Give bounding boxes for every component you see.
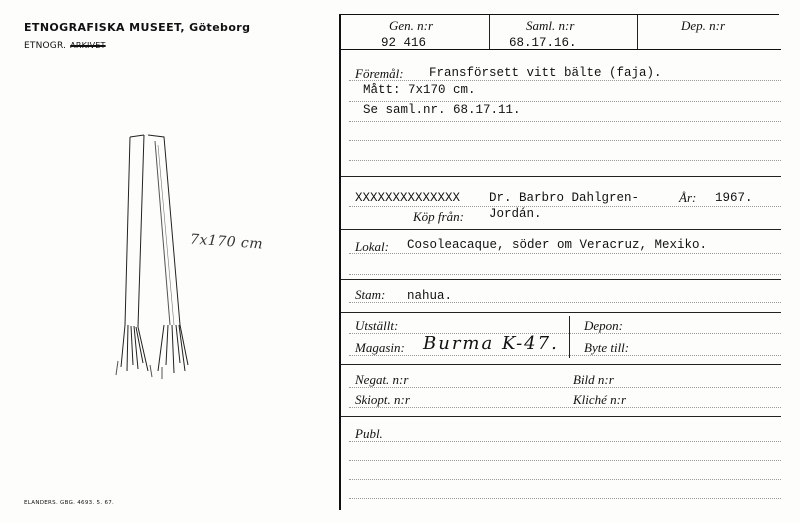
dotted-line (349, 121, 781, 122)
object-label: Föremål: (355, 66, 404, 81)
purchased-from-label: Köp från: (413, 209, 464, 224)
museum-title: ETNOGRAFISKA MUSEET, Göteborg (24, 21, 251, 34)
row-divider (341, 364, 781, 365)
printer-imprint: ELANDERS. GBG. 4693. 5. 67. (24, 500, 115, 506)
dep-number-label: Dep. n:r (681, 18, 726, 33)
dotted-line (349, 441, 781, 442)
row-divider (341, 279, 781, 280)
dotted-line (349, 140, 781, 141)
dotted-line (349, 479, 781, 480)
tribe-value: nahua. (407, 289, 453, 303)
divider (489, 15, 490, 49)
negative-number-label: Negat. n:r (355, 372, 409, 387)
department-label (24, 41, 106, 51)
storage-label: Magasin: (355, 340, 405, 355)
deposit-label: Depon: (584, 318, 623, 333)
row-divider (341, 176, 781, 177)
department-struck: ARKIVET (70, 41, 106, 50)
dotted-line (349, 253, 781, 254)
donor-line-1: Dr. Barbro Dahlgren- (489, 191, 640, 205)
row-divider (341, 312, 781, 313)
object-line-2: Mått: 7x170 cm. (363, 83, 476, 97)
image-number-label: Bild n:r (573, 372, 614, 387)
publication-label: Publ. (355, 426, 383, 441)
dotted-line (349, 333, 781, 334)
donor-line-2: Jordán. (489, 207, 542, 221)
year-label: År: (679, 190, 697, 205)
locale-value: Cosoleacaque, söder om Veracruz, Mexiko. (407, 238, 708, 252)
dotted-line (349, 101, 781, 102)
row-divider (341, 416, 781, 417)
dotted-line (349, 407, 781, 408)
dotted-line (349, 387, 781, 388)
department-name: ETNOGR. (24, 41, 67, 51)
dotted-line (349, 274, 781, 275)
cliche-number-label: Kliché n:r (573, 392, 627, 407)
storage-location-handwritten: Burma K-47. (423, 333, 559, 354)
dotted-line (349, 80, 781, 81)
gen-number-label: Gen. n:r (389, 18, 434, 33)
tribe-label: Stam: (355, 287, 386, 302)
exhibited-label: Utställt: (355, 318, 399, 333)
divider (637, 15, 638, 49)
divider (569, 316, 570, 358)
sketch-dimension-note: 7x170 cm (189, 231, 264, 253)
year-value: 1967. (715, 191, 753, 205)
saml-number-value: 68.17.16. (509, 36, 577, 50)
saml-number-label: Saml. n:r (526, 18, 575, 33)
dotted-line (349, 498, 781, 499)
catalog-form (339, 14, 779, 510)
row-divider (341, 49, 781, 50)
dotted-line (349, 302, 781, 303)
struck-text: XXXXXXXXXXXXXX (355, 191, 461, 205)
object-line-3: Se saml.nr. 68.17.11. (363, 103, 521, 117)
dotted-line (349, 160, 781, 161)
locale-label: Lokal: (355, 239, 389, 254)
object-line-1: Fransförsett vitt bälte (faja). (429, 66, 662, 80)
gen-number-value: 92 416 (381, 36, 427, 50)
dotted-line (349, 460, 781, 461)
row-divider (341, 229, 781, 230)
belt-sketch (100, 125, 240, 385)
dotted-line (349, 206, 781, 207)
exchange-label: Byte till: (584, 340, 630, 355)
dotted-line (349, 355, 781, 356)
slide-number-label: Skiopt. n:r (355, 392, 410, 407)
